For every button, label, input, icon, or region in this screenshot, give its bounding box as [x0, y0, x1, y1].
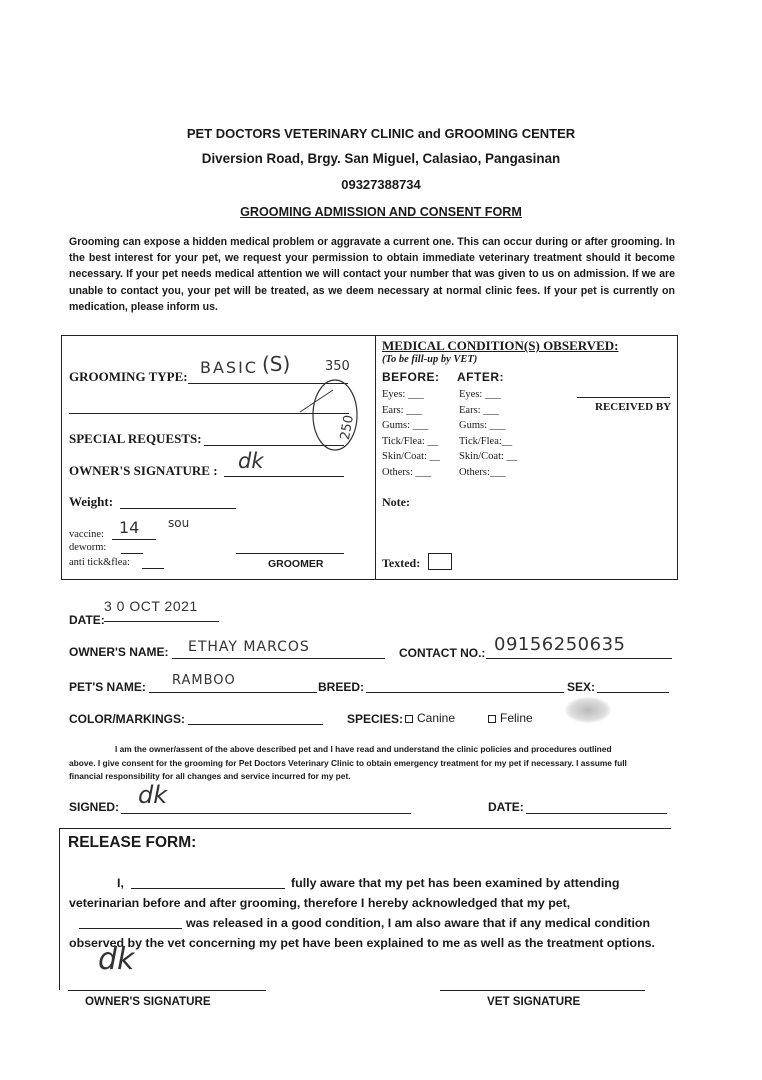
date-label: DATE: — [69, 613, 105, 627]
owner-name-line[interactable] — [172, 658, 385, 659]
breed-label: BREED: — [318, 680, 365, 694]
grooming-type-value: BASIC — [200, 358, 258, 377]
received-by-label: RECEIVED BY — [595, 401, 672, 413]
special-requests-line[interactable] — [204, 445, 344, 446]
owner-signature-line[interactable] — [68, 990, 266, 991]
release-left-rule — [59, 828, 60, 990]
sex-label: SEX: — [567, 680, 596, 694]
intro-paragraph: Grooming can expose a hidden medical problem or aggravate a current one. This can occur during or after grooming. In the best interest for your pet, we request your permission to obtain immediate veterinary treatment should it become necessary. If your pet needs medical attention we will contact your number that was given to us on admission. If we are unable to contact you, your pet will be treated, as we deem necessary at normal clinic fees. If your pet is currently on medication, please inform us. — [69, 236, 675, 313]
before-label: BEFORE: — [382, 370, 440, 384]
vet-signature-line[interactable] — [440, 990, 645, 991]
before-item: Tick/Flea: __ — [382, 435, 438, 447]
after-item: Others:___ — [459, 466, 506, 478]
date-line[interactable] — [104, 621, 219, 622]
after-list — [459, 387, 517, 481]
consent-date-line[interactable] — [526, 813, 667, 814]
note-label: Note: — [382, 495, 410, 509]
contact-line[interactable] — [486, 658, 672, 659]
texted-label: Texted: — [382, 556, 421, 570]
consent-date-label: DATE: — [488, 800, 524, 814]
special-requests-label: SPECIAL REQUESTS: — [69, 431, 202, 446]
date-value: 3 0 OCT 2021 — [104, 598, 198, 614]
consent-line-1: I am the owner/assent of the above described pet and I have read and understand the clinic policies and procedures outlined — [115, 744, 612, 754]
clinic-name: PET DOCTORS VETERINARY CLINIC and GROOMING CENTER — [186, 126, 576, 141]
pet-name-label: PET'S NAME: — [69, 680, 146, 694]
release-title: RELEASE FORM: — [68, 834, 197, 851]
signed-label: SIGNED: — [69, 800, 120, 814]
before-item: Gums: ___ — [382, 420, 429, 432]
vaccine-note: sou — [168, 516, 190, 530]
contact-value: 09156250635 — [494, 634, 626, 655]
after-item: Gums: ___ — [459, 420, 506, 432]
grooming-type-line-2[interactable] — [69, 413, 349, 414]
pet-name-value: RAMBOO — [172, 673, 236, 688]
release-top-rule — [59, 828, 671, 829]
breed-line[interactable] — [366, 692, 564, 693]
color-label: COLOR/MARKINGS: — [69, 712, 185, 726]
groomer-label: GROOMER — [268, 558, 324, 570]
medical-title: MEDICAL CONDITION(S) OBSERVED: — [382, 338, 619, 353]
pet-name-line[interactable] — [149, 692, 317, 693]
weight-label: Weight: — [69, 494, 114, 509]
vaccine-line[interactable] — [112, 539, 156, 540]
after-label: AFTER: — [457, 370, 504, 384]
before-item: Eyes: ___ — [382, 389, 424, 400]
vet-signature-label: VET SIGNATURE — [487, 995, 581, 1008]
after-item: Eyes: ___ — [459, 389, 501, 400]
canine-checkbox[interactable] — [405, 715, 413, 723]
release-pet-line[interactable] — [79, 928, 182, 929]
before-item: Skin/Coat: __ — [382, 451, 441, 463]
species-canine[interactable]: Canine — [405, 711, 455, 725]
anti-tick-line[interactable] — [142, 568, 164, 569]
deworm-line[interactable] — [121, 553, 143, 554]
before-list — [382, 387, 440, 481]
clinic-address: Diversion Road, Brgy. San Miguel, Calasiao, Pangasinan — [201, 151, 561, 166]
owner-signature-label: OWNER'S SIGNATURE — [85, 995, 211, 1008]
release-paragraph — [69, 873, 665, 953]
color-line[interactable] — [188, 724, 323, 725]
before-item: Ears: ___ — [382, 404, 422, 416]
clinic-phone: 09327388734 — [341, 177, 421, 192]
box-divider — [375, 335, 376, 579]
release-line-1: I, fully aware that my pet has been examined by attending — [117, 876, 620, 890]
contact-label: CONTACT NO.: — [399, 646, 486, 660]
consent-line-2: above. I give consent for the grooming for Pet Doctors Veterinary Clinic to obtain emergency treatment for my pet if necessary. I assume full — [69, 757, 627, 768]
release-line-2: veterinarian before and after grooming, therefore I hereby acknowledged that my pet, — [69, 896, 571, 910]
after-item: Skin/Coat: __ — [459, 451, 518, 463]
release-line-4: observed by the vet concerning my pet have been explained to me as well as the treatment options. — [69, 936, 655, 950]
release-owner-signature-value: dk — [98, 942, 135, 977]
grooming-price-250: 250 — [337, 413, 357, 442]
owners-signature-label: OWNER'S SIGNATURE : — [69, 463, 218, 478]
species-feline[interactable]: Feline — [488, 711, 533, 725]
consent-line-3: financial responsibility for all changes and service incurred for my pet. — [69, 771, 351, 781]
owner-name-value: ETHAY MARCOS — [188, 639, 310, 655]
grooming-type-label: GROOMING TYPE: — [69, 369, 188, 384]
consent-text — [69, 743, 675, 784]
after-item: Ears: ___ — [459, 404, 499, 416]
groomer-line[interactable] — [236, 553, 344, 554]
vaccine-label: vaccine: — [69, 529, 104, 540]
signed-line[interactable] — [121, 813, 411, 814]
weight-line[interactable] — [120, 508, 236, 509]
form-title: GROOMING ADMISSION AND CONSENT FORM — [240, 205, 522, 219]
signed-value: dk — [138, 781, 168, 809]
grooming-price-350: 350 — [325, 359, 350, 374]
anti-tick-label: anti tick&flea: — [69, 557, 130, 568]
release-line-3: was released in a good condition, I am also aware that if any medical condition — [69, 913, 665, 933]
deworm-label: deworm: — [69, 542, 107, 553]
owners-signature-line[interactable] — [224, 476, 344, 477]
feline-checkbox[interactable] — [488, 715, 496, 723]
medical-subtitle: (To be fill-up by VET) — [382, 354, 478, 365]
species-label: SPECIES: — [347, 712, 404, 726]
received-by-line[interactable] — [577, 397, 670, 398]
sex-line[interactable] — [597, 692, 669, 693]
grooming-mark-small: (S) — [262, 352, 291, 376]
owner-name-label: OWNER'S NAME: — [69, 645, 169, 659]
after-item: Tick/Flea:__ — [459, 435, 513, 447]
release-name-line[interactable] — [131, 888, 285, 889]
vaccine-value: 14 — [119, 518, 140, 537]
before-item: Others: ___ — [382, 466, 432, 478]
owners-signature-value: dk — [238, 449, 264, 473]
smudge-mark — [565, 697, 611, 723]
texted-checkbox[interactable] — [428, 553, 452, 570]
